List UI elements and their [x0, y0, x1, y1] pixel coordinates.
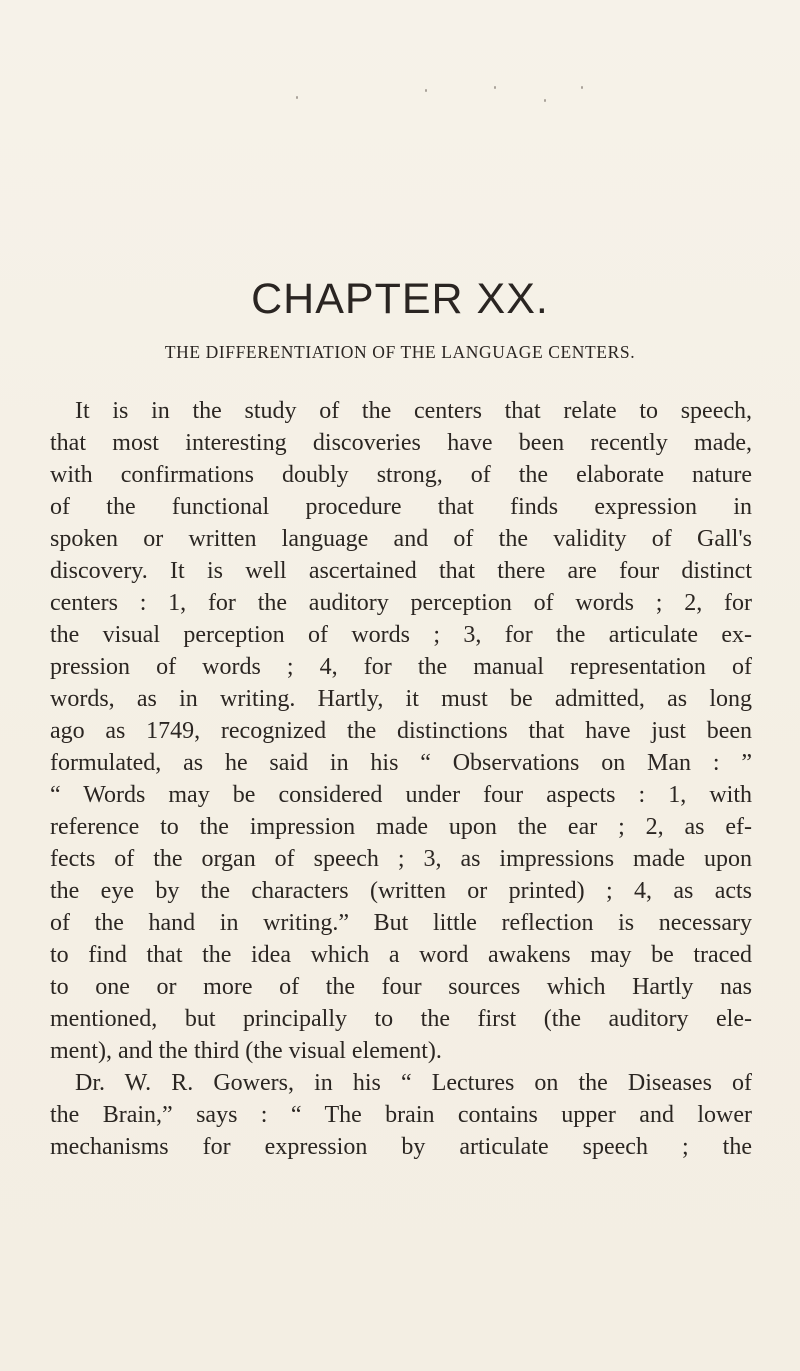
text-line: with confirmations doubly strong, of the elaborate nature — [50, 462, 752, 488]
text-line: to one or more of the four sources which Hartly nas — [50, 974, 752, 1000]
text-line: the eye by the characters (written or printed) ; 4, as acts — [50, 878, 752, 904]
text-line: spoken or written language and of the validity of Gall's — [50, 526, 752, 552]
text-line: ment), and the third (the visual element). — [50, 1038, 442, 1064]
text-line: of the functional procedure that finds expression in — [50, 494, 752, 520]
text-line: that most interesting discoveries have been recently made, — [50, 430, 752, 456]
text-line: the visual perception of words ; 3, for the articulate ex- — [50, 622, 752, 648]
text-line: centers : 1, for the auditory perception of words ; 2, for — [50, 590, 752, 616]
print-speck — [296, 96, 298, 99]
text-line: Dr. W. R. Gowers, in his “ Lectures on the Diseases of — [75, 1070, 752, 1096]
text-line: the Brain,” says : “ The brain contains upper and lower — [50, 1102, 752, 1128]
text-line: “ Words may be considered under four aspects : 1, with — [50, 782, 752, 808]
text-line: words, as in writing. Hartly, it must be admitted, as long — [50, 686, 752, 712]
text-line: to find that the idea which a word awakens may be traced — [50, 942, 752, 968]
text-line: discovery. It is well ascertained that there are four distinct — [50, 558, 752, 584]
text-line: mentioned, but principally to the first (the auditory ele- — [50, 1006, 752, 1032]
chapter-subtitle: THE DIFFERENTIATION OF THE LANGUAGE CENTERS. — [164, 342, 636, 362]
text-line: of the hand in writing.” But little reflection is necessary — [50, 910, 752, 936]
print-speck — [544, 99, 546, 102]
chapter-title: CHAPTER XX. — [251, 275, 549, 323]
text-line: pression of words ; 4, for the manual representation of — [50, 654, 752, 680]
text-line: formulated, as he said in his “ Observations on Man : ” — [50, 750, 752, 776]
print-speck — [494, 86, 496, 89]
print-speck — [425, 89, 427, 92]
text-line: reference to the impression made upon the ear ; 2, as ef- — [50, 814, 752, 840]
text-line: fects of the organ of speech ; 3, as impressions made upon — [50, 846, 752, 872]
print-speck — [581, 86, 583, 89]
text-line: mechanisms for expression by articulate speech ; the — [50, 1134, 752, 1160]
text-line: It is in the study of the centers that relate to speech, — [75, 398, 752, 424]
text-line: ago as 1749, recognized the distinctions that have just been — [50, 718, 752, 744]
